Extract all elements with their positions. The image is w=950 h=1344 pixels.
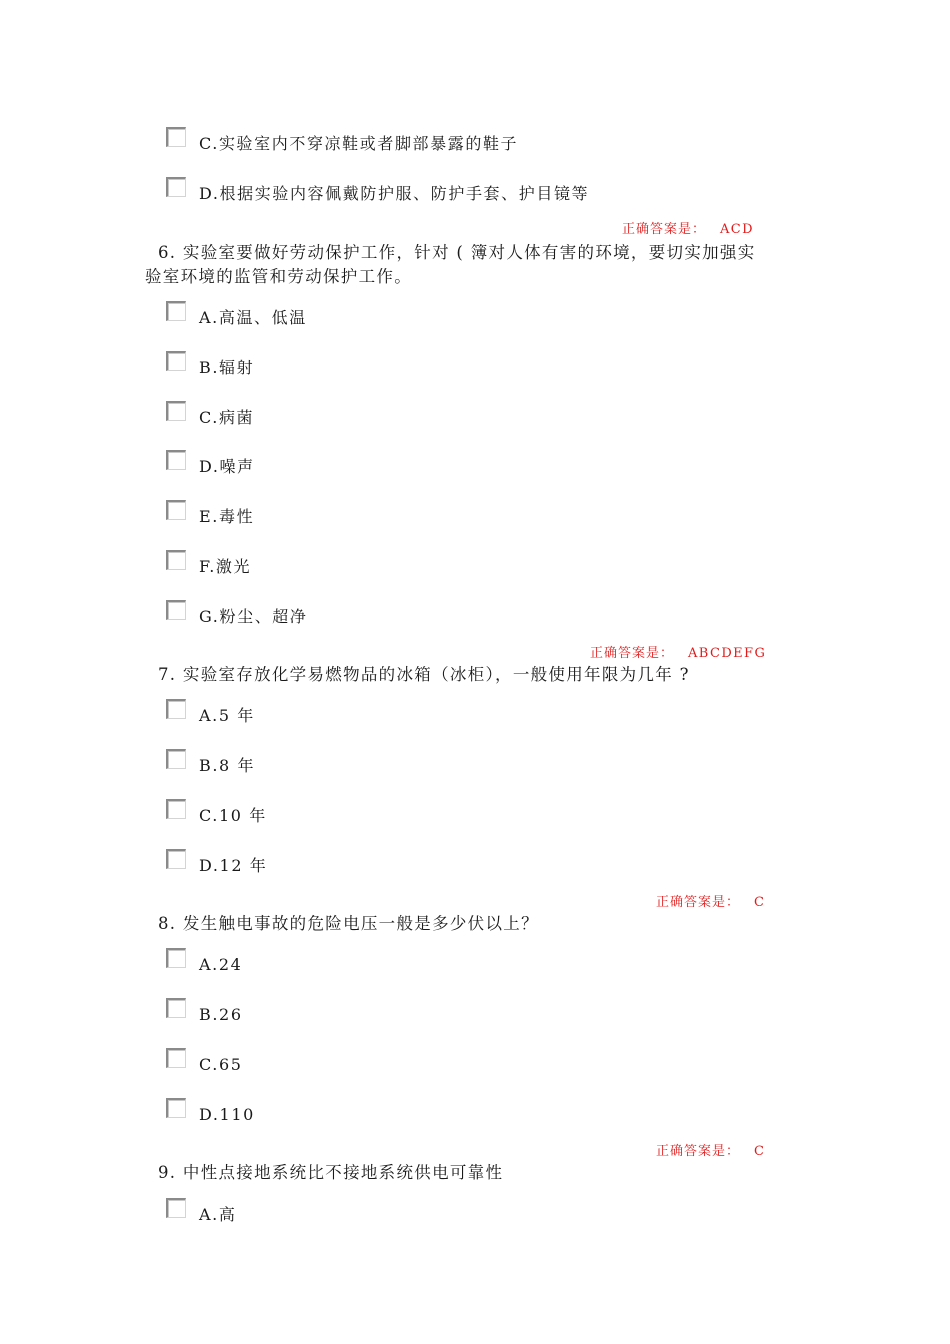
checkbox[interactable] [166,799,186,819]
option-label: D.110 [199,1105,255,1124]
checkbox[interactable] [166,127,186,147]
checkbox[interactable] [166,1198,186,1218]
q8-correct-answer [656,1143,765,1161]
answer-prefix: 正确答案是： [656,1144,741,1159]
checkbox[interactable] [166,550,186,570]
option-label: A.高温、低温 [199,308,307,327]
checkbox[interactable] [166,177,186,197]
answer-prefix: 正确答案是： [656,895,741,910]
checkbox[interactable] [166,301,186,321]
option-label: E.毒性 [199,507,255,526]
checkbox[interactable] [166,749,186,769]
checkbox[interactable] [166,500,186,520]
answer-value: ABCDEFG [688,646,767,661]
q6-correct-answer [590,645,766,663]
option-label: A.高 [199,1205,237,1224]
option-label: B.8 年 [199,756,256,775]
option-label: F.激光 [199,557,252,576]
checkbox[interactable] [166,1048,186,1068]
option-label: D.根据实验内容佩戴防护服、防护手套、护目镜等 [199,184,590,203]
answer-value: C [754,1144,766,1159]
checkbox[interactable] [166,450,186,470]
checkbox[interactable] [166,849,186,869]
checkbox[interactable] [166,351,186,371]
option-label: C.病菌 [199,408,255,427]
checkbox[interactable] [166,998,186,1018]
answer-prefix: 正确答案是： [590,646,675,661]
option-label: G.粉尘、超净 [199,607,308,626]
option-label: D.12 年 [199,856,268,875]
option-label: A.5 年 [199,706,255,725]
option-label: C.实验室内不穿凉鞋或者脚部暴露的鞋子 [199,134,519,153]
q6-question-line1: 6. 实验室要做好劳动保护工作，针对 ( 簿对人体有害的环境，要切实加强实 [158,243,756,262]
option-label: D.噪声 [199,457,255,476]
q7-correct-answer [656,894,765,912]
checkbox[interactable] [166,401,186,421]
answer-value: C [754,895,766,910]
checkbox[interactable] [166,1098,186,1118]
q5-correct-answer [622,221,754,239]
q7-question: 7. 实验室存放化学易燃物品的冰箱（冰柜），一般使用年限为几年 ? [158,665,690,684]
checkbox[interactable] [166,600,186,620]
q6-question-line2: 验室环境的监管和劳动保护工作。 [145,267,412,286]
checkbox[interactable] [166,699,186,719]
answer-prefix: 正确答案是： [622,222,707,237]
checkbox[interactable] [166,948,186,968]
q8-question: 8. 发生触电事故的危险电压一般是多少伏以上？ [158,914,539,933]
answer-value: ACD [720,222,754,237]
q9-question: 9. 中性点接地系统比不接地系统供电可靠性 [158,1163,504,1182]
option-label: B.辐射 [199,358,255,377]
option-label: B.26 [199,1005,243,1024]
option-label: C.65 [199,1055,243,1074]
option-label: A.24 [199,955,243,974]
option-label: C.10 年 [199,806,267,825]
